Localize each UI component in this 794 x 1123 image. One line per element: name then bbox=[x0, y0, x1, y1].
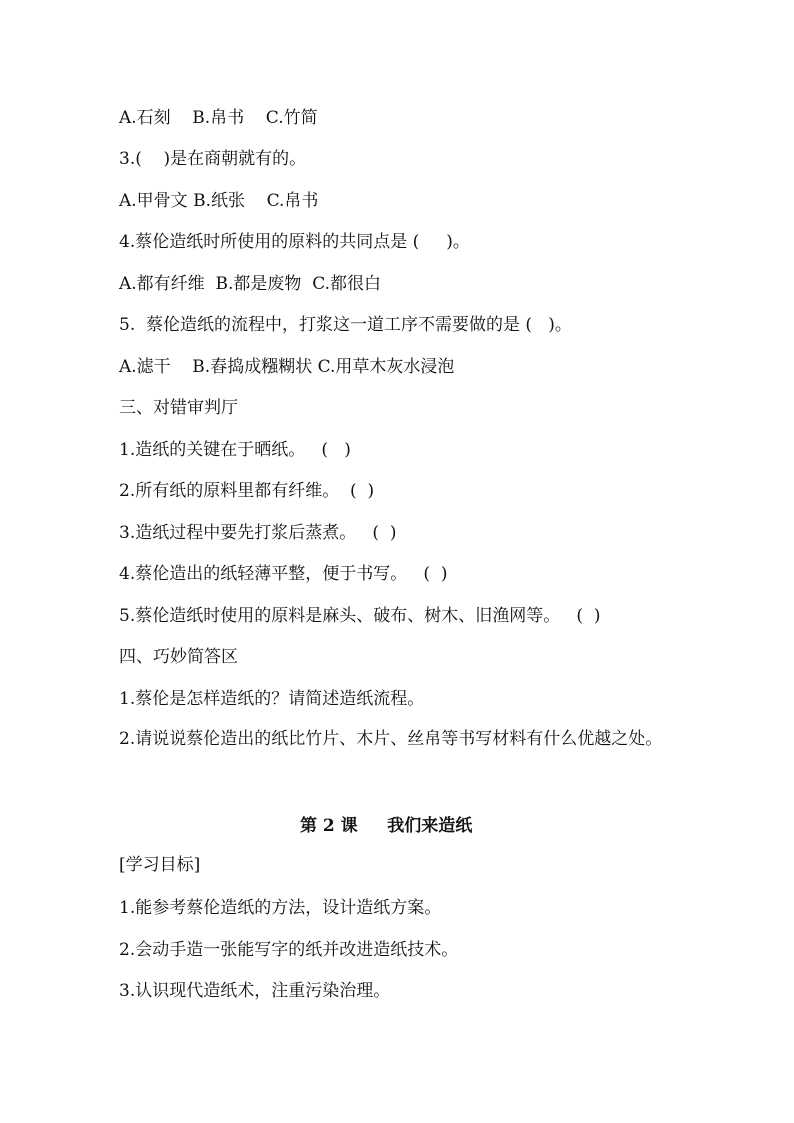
lesson-title: 第 2 课 我们来造纸 bbox=[300, 816, 473, 836]
judgment-item-4: 4.蔡伦造出的纸轻薄平整，便于书写。 ( ) bbox=[119, 564, 448, 584]
section-heading-short-answer: 四、巧妙简答区 bbox=[119, 647, 238, 667]
q4-options: A.都有纤维 B.都是废物 C.都很白 bbox=[119, 274, 381, 294]
q3-options: A.甲骨文 B.纸张 C.帛书 bbox=[119, 191, 319, 211]
objectives-heading: [学习目标] bbox=[119, 855, 201, 875]
judgment-item-2: 2.所有纸的原料里都有纤维。 ( ) bbox=[119, 481, 375, 501]
q3-stem: 3.( )是在商朝就有的。 bbox=[119, 149, 307, 169]
q5-options: A.滤干 B.舂捣成糨糊状 C.用草木灰水浸泡 bbox=[119, 357, 455, 377]
q4-stem: 4.蔡伦造纸时所使用的原料的共同点是 ( )。 bbox=[119, 232, 470, 252]
short-answer-1: 1.蔡伦是怎样造纸的？请简述造纸流程。 bbox=[119, 689, 425, 709]
objective-2: 2.会动手造一张能写字的纸并改进造纸技术。 bbox=[119, 940, 459, 960]
objective-1: 1.能参考蔡伦造纸的方法，设计造纸方案。 bbox=[119, 898, 442, 918]
judgment-item-5: 5.蔡伦造纸时使用的原料是麻头、破布、树木、旧渔网等。 ( ) bbox=[119, 606, 601, 626]
section-heading-true-false: 三、对错审判厅 bbox=[119, 398, 238, 418]
q5-stem: 5. 蔡伦造纸的流程中，打浆这一道工序不需要做的是 ( )。 bbox=[119, 315, 572, 335]
objective-3: 3.认识现代造纸术，注重污染治理。 bbox=[119, 981, 391, 1001]
judgment-item-1: 1.造纸的关键在于晒纸。 ( ) bbox=[119, 440, 351, 460]
q2-options: A.石刻 B.帛书 C.竹简 bbox=[119, 108, 318, 128]
short-answer-2: 2.请说说蔡伦造出的纸比竹片、木片、丝帛等书写材料有什么优越之处。 bbox=[119, 729, 663, 749]
judgment-item-3: 3.造纸过程中要先打浆后蒸煮。 ( ) bbox=[119, 523, 397, 543]
